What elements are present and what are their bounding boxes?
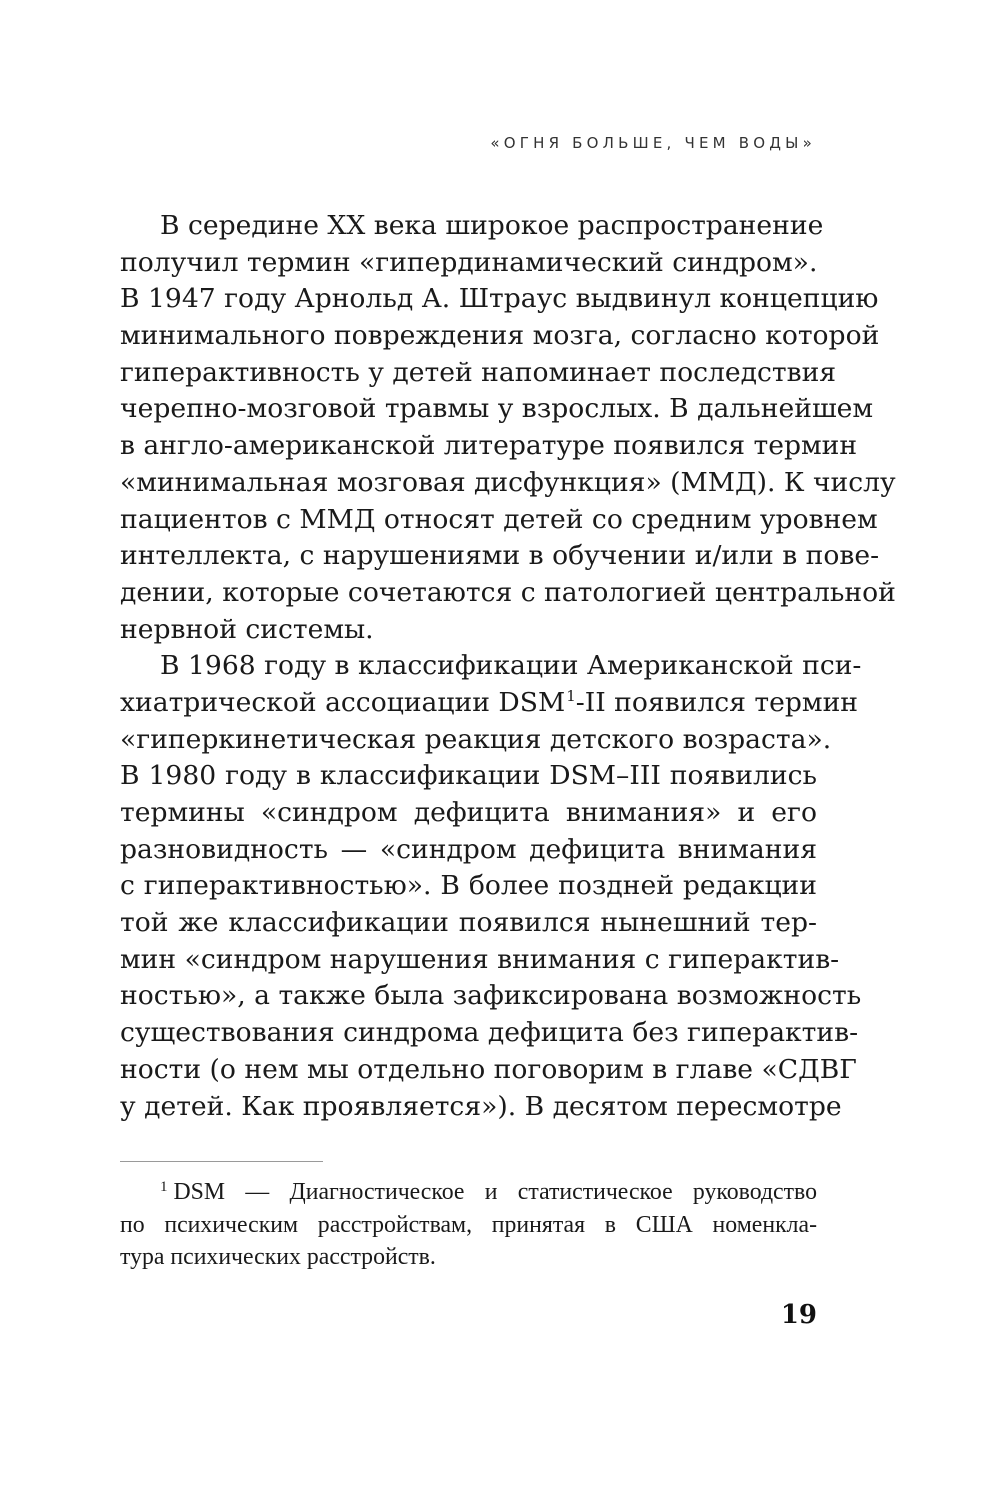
footnote-line: по психическим расстройствам, принятая в США номенкла- <box>120 1211 817 1238</box>
text-line: мин «синдром нарушения внимания с гиперактив- <box>120 943 840 975</box>
text-fragment: хиатрической ассоциации DSM <box>120 686 566 718</box>
footnote <box>120 1176 817 1274</box>
text-line: В 1968 году в классификации Американской пси- <box>160 650 862 682</box>
text-line: В 1980 году в классификации DSM–III появились <box>120 760 817 792</box>
footnote-marker: 1 <box>160 1179 168 1195</box>
footnote-line <box>120 1176 817 1209</box>
text-line: «гиперкинетическая реакция детского возраста». <box>120 723 832 755</box>
body-text <box>120 208 896 1125</box>
text-line: ностью», а также была зафиксирована возможность <box>120 980 862 1012</box>
text-line: получил термин «гипердинамический синдром». <box>120 246 818 278</box>
text-line: минимального повреждения мозга, согласно которой <box>120 320 880 352</box>
text-fragment: -II появился термин <box>575 686 859 718</box>
text-line: в англо-американской литературе появился термин <box>120 430 858 462</box>
footnote-text: DSM — Диагностическое и статистическое руководство <box>173 1179 817 1205</box>
text-line: «минимальная мозговая дисфункция» (ММД). К числу <box>120 466 896 498</box>
text-line: той же классификации появился нынешний тер- <box>120 907 817 939</box>
text-line: с гиперактивностью». В более поздней редакции <box>120 870 817 902</box>
running-head: «ОГНЯ БОЛЬШЕ, ЧЕМ ВОДЫ» <box>490 134 816 152</box>
text-line: черепно-мозговой травмы у взрослых. В дальнейшем <box>120 393 874 425</box>
text-line: разновидность — «синдром дефицита внимания <box>120 833 817 865</box>
text-line: дении, которые сочетаются с патологией центральной <box>120 576 896 608</box>
text-line: у детей. Как проявляется»). В десятом пересмотре <box>120 1090 842 1122</box>
page-number: 19 <box>780 1300 817 1330</box>
text-line-with-footnote-ref <box>120 685 859 722</box>
text-line: ности (о нем мы отдельно поговорим в главе «СДВГ <box>120 1053 857 1085</box>
footnote-divider <box>120 1161 323 1162</box>
text-line: интеллекта, с нарушениями в обучении и/или в пове- <box>120 540 880 572</box>
footnote-reference: 1 <box>566 686 576 705</box>
footnote-line: тура психических расстройств. <box>120 1244 436 1270</box>
text-line: В середине XX века широкое распространение <box>160 210 824 241</box>
text-line: гиперактивность у детей напоминает последствия <box>120 356 837 388</box>
text-line: В 1947 году Арнольд А. Штраус выдвинул концепцию <box>120 283 879 315</box>
text-line: нервной системы. <box>120 613 374 645</box>
text-line: пациентов с ММД относят детей со средним уровнем <box>120 503 878 535</box>
text-line: существования синдрома дефицита без гиперактив- <box>120 1017 859 1049</box>
text-line: термины «синдром дефицита внимания» и его <box>120 797 817 828</box>
